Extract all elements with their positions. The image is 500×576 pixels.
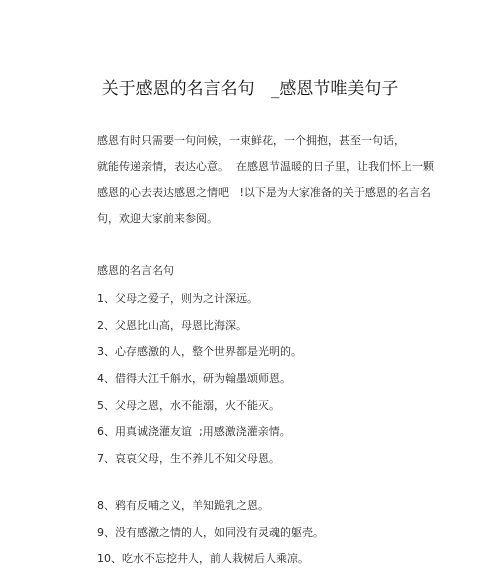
quote-item: 4、借得大江千斛水，研为翰墨颂师恩。: [97, 372, 291, 386]
quote-item: 1、父母之爱子，则为之计深远。: [97, 292, 258, 305]
intro-line: 感恩有时只需要一句问候，一束鲜花，一个拥抱，甚至一句话，: [97, 134, 405, 147]
quote-item: 8、鸦有反哺之义，羊知跪乳之恩。: [97, 499, 269, 512]
quote-item: 7、哀哀父母，生不养儿不知父母恩。: [97, 452, 280, 466]
quote-item: 10、吃水不忘挖井人，前人栽树后人乘凉。: [97, 552, 309, 566]
quote-item: 9、没有感激之情的人，如同没有灵魂的躯壳。: [97, 525, 324, 539]
intro-line: 句，欢迎大家前来参阅。: [97, 212, 218, 225]
quote-list: [97, 496, 324, 576]
section-heading: 感恩的名言名句: [97, 264, 174, 277]
intro-line: 就能传递亲情，表达心意。 在感恩节温暖的日子里，让我们怀上一颗: [97, 160, 434, 173]
quote-list: [97, 289, 302, 476]
quote-item: 3、心存感激的人，整个世界都是光明的。: [97, 345, 302, 359]
quote-item: 6、用真诚浇灌友谊 ;用感激浇灌亲情。: [97, 425, 291, 439]
intro-line: 感恩的心去表达感恩之情吧 !以下是为大家准备的关于感恩的名言名: [97, 186, 431, 199]
intro-paragraph: [97, 128, 434, 232]
quote-item: 5、父母之恩，水不能溺，火不能灭。: [97, 398, 280, 412]
quote-item: 2、父恩比山高，母恩比海深。: [97, 318, 247, 332]
document-title: 关于感恩的名言名句 _感恩节唯美句子: [101, 79, 399, 99]
